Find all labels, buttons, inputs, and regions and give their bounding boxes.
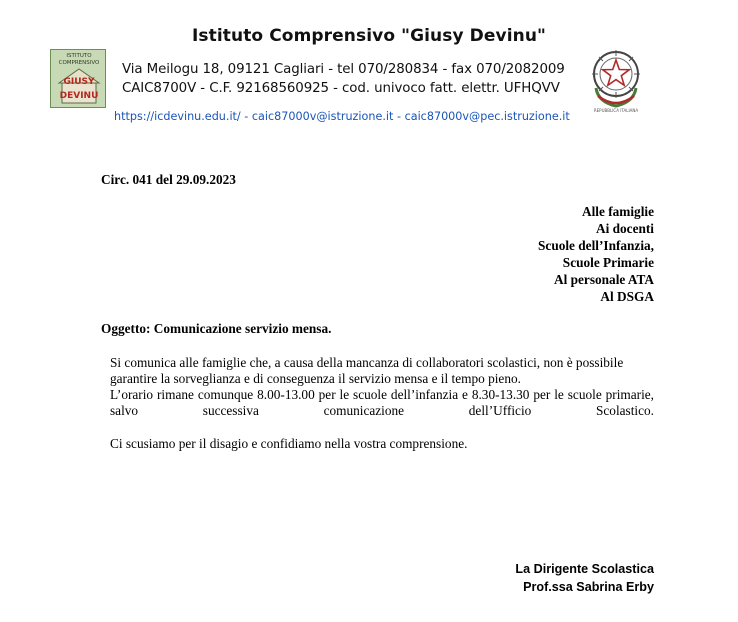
logo-text-giusy: GIUSY (63, 77, 95, 87)
circular-reference: Circ. 041 del 29.09.2023 (101, 172, 236, 187)
paragraph-notice: Si comunica alle famiglie che, a causa della mancanza di collaboratori scolastici, non è possibile garantire la sorveglianza e di conseguenza il servizio mensa e il tempo pieno. (110, 355, 624, 387)
recipient-line: Al personale ATA (554, 271, 654, 287)
logo-text-comprensivo: COMPRENSIVO (58, 60, 100, 66)
logo-text-devinu: DEVINU (59, 91, 99, 101)
link-separator: - (393, 110, 405, 123)
logo-text-istituto: ISTITUTO (66, 53, 92, 59)
recipient-line: Scuole Primarie (562, 254, 654, 270)
email-link[interactable]: caic87000v@istruzione.it (251, 110, 394, 123)
school-logo (50, 49, 106, 108)
emblem-caption: REPUBBLICA ITALIANA (593, 108, 639, 113)
signature-name: Prof.ssa Sabrina Erby (523, 580, 654, 594)
recipient-line: Ai docenti (596, 220, 654, 236)
recipient-line: Al DSGA (600, 288, 654, 304)
italian-republic-emblem-icon (584, 44, 648, 114)
contact-links (114, 110, 570, 123)
address-line: Via Meilogu 18, 09121 Cagliari - tel 070/280834 - fax 070/2082009 (122, 62, 565, 77)
school-name: Istituto Comprensivo "Giusy Devinu" (191, 26, 546, 46)
recipient-line: Scuole dell’Infanzia, (538, 237, 654, 253)
recipients-block (538, 204, 654, 305)
codes-line: CAIC8700V - C.F. 92168560925 - cod. univoco fatt. elettr. UFHQVV (122, 81, 560, 96)
subject-line: Oggetto: Comunicazione servizio mensa. (101, 321, 332, 336)
paragraph-schedule: L’orario rimane comunque 8.00-13.00 per le scuole dell’infanzia e 8.30-13.30 per le scuole primarie, salvo successiva comunicazione dell’Ufficio Scolastico. (110, 387, 654, 419)
signature-role: La Dirigente Scolastica (515, 562, 654, 576)
website-link[interactable]: https://icdevinu.edu.it/ (114, 110, 241, 123)
link-separator: - (240, 110, 252, 123)
pec-link[interactable]: caic87000v@pec.istruzione.it (404, 110, 570, 123)
paragraph-apology: Ci scusiamo per il disagio e confidiamo nella vostra comprensione. (110, 436, 468, 451)
recipient-line: Alle famiglie (581, 204, 654, 219)
